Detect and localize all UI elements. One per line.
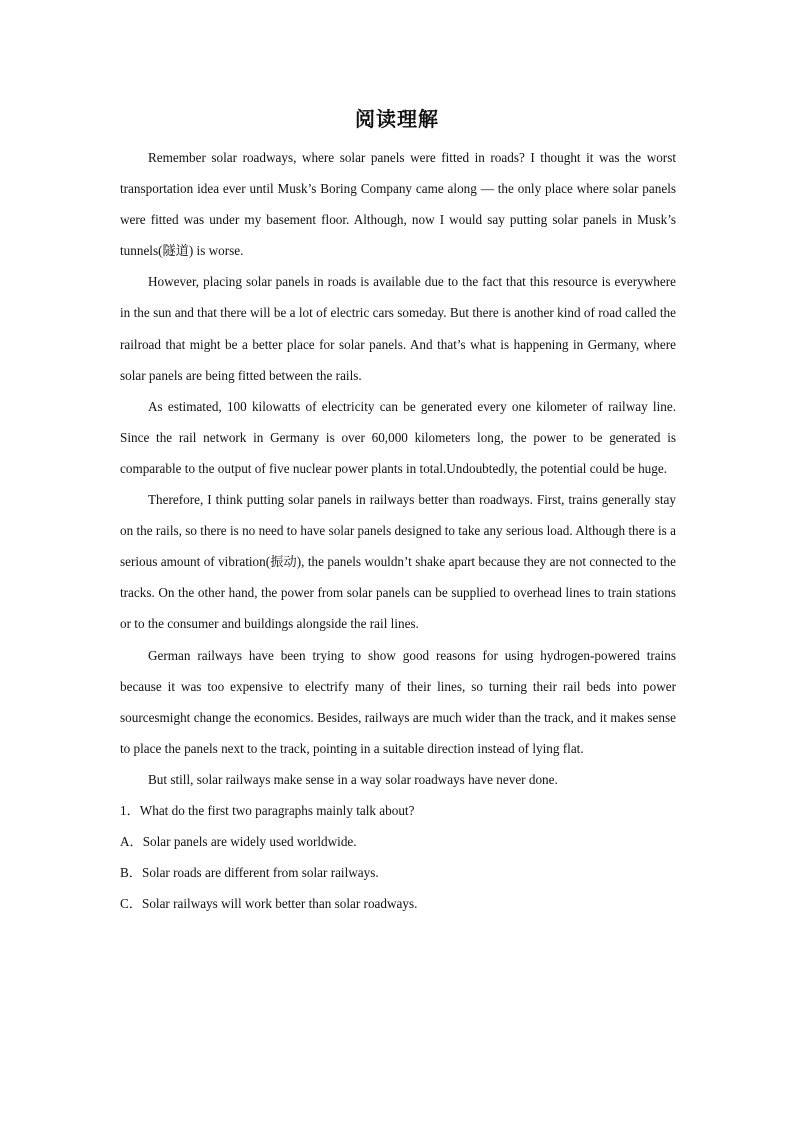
question-stem: 1．What do the first two paragraphs mainly talk about?	[120, 802, 415, 818]
option-b: B．Solar roads are different from solar railways.	[120, 865, 379, 881]
option-a: A．Solar panels are widely used worldwide.	[120, 834, 357, 850]
page-title: 阅读理解	[355, 109, 439, 131]
paragraph-5: German railways have been trying to show good reasons for using hydrogen-powered trains because it was too expensive to electrify many of their lines, so turning their rail beds into power sourcesmight change the economics. Besides, railways are much wider than the track, and it makes sense to place the panels next to the track, pointing in a suitable direction instead of lying flat.	[120, 647, 676, 756]
paragraph-2: However, placing solar panels in roads is available due to the fact that this resource is everywhere in the sun and that there will be a lot of electric cars someday. But there is another kind of road called the railroad that might be a better place for solar panels. And that’s what is happening in Germany, where solar panels are being fitted between the rails.	[120, 274, 676, 383]
article-body	[120, 142, 676, 919]
paragraph-3: As estimated, 100 kilowatts of electricity can be generated every one kilometer of railway line. Since the rail network in Germany is over 60,000 kilometers long, the power to be generated is comparable to the output of five nuclear power plants in total.Undoubtedly, the potential could be huge.	[120, 398, 676, 476]
paragraph-1: Remember solar roadways, where solar panels were fitted in roads? I thought it was the worst transportation idea ever until Musk’s Boring Company came along — the only place where solar panels were fitted was under my basement floor. Although, now I would say putting solar panels in Musk’s tunnels(隧道) is worse.	[120, 150, 676, 259]
question-block	[120, 795, 676, 919]
paragraph-4: Therefore, I think putting solar panels in railways better than roadways. First, trains generally stay on the rails, so there is no need to have solar panels designed to take any serious load. Although there is a serious amount of vibration(振动), the panels wouldn’t shake apart because they are not connected to the tracks. On the other hand, the power from solar panels can be supplied to overhead lines to train stations or to the consumer and buildings alongside the rail lines.	[120, 492, 676, 632]
paragraph-6: But still, solar railways make sense in a way solar roadways have never done.	[148, 771, 558, 787]
option-c: C．Solar railways will work better than solar roadways.	[120, 896, 418, 912]
